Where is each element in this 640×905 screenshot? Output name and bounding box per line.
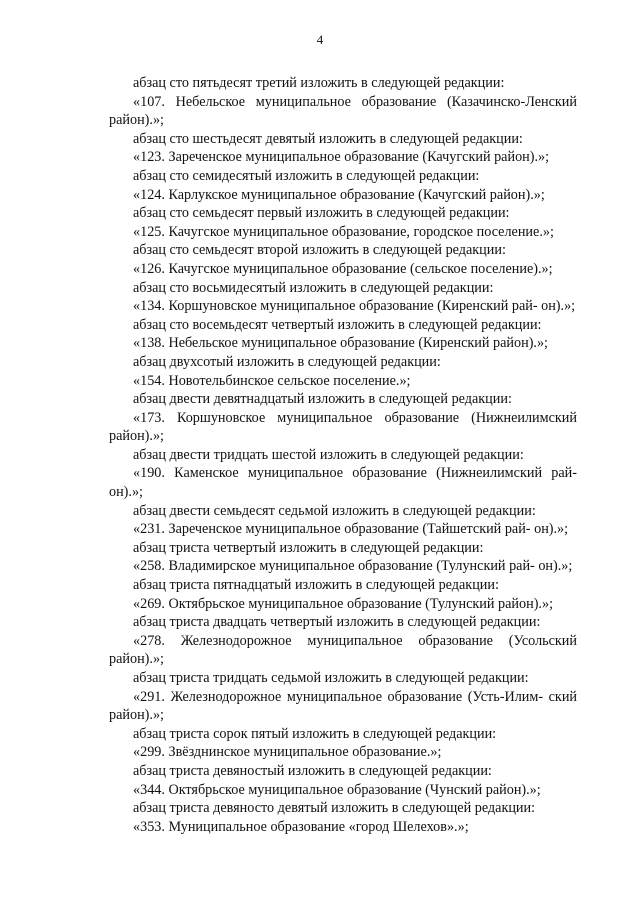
text-line: «126. Качугское муниципальное образование (сельское поселение).»; bbox=[133, 260, 553, 277]
text-line: абзац триста сорок пятый изложить в следующей редакции: bbox=[133, 725, 497, 742]
text-line: «269. Октябрьское муниципальное образование (Тулунский район).»; bbox=[133, 595, 554, 612]
text-line: «123. Зареченское муниципальное образование (Качугский район).»; bbox=[133, 149, 550, 166]
text-paragraph: «258. Владимирское муниципальное образование (Тулунский рай- он).»; bbox=[133, 558, 573, 575]
text-line: абзац двести семьдесят седьмой изложить в следующей редакции: bbox=[133, 502, 536, 519]
text-line: «125. Качугское муниципальное образование, городское поселение.»; bbox=[133, 223, 554, 240]
text-paragraph: «134. Коршуновское муниципальное образование (Киренский рай- он).»; bbox=[133, 298, 576, 315]
page-number: 4 bbox=[316, 32, 324, 47]
text-line: абзац сто восьмидесятый изложить в следующей редакции: bbox=[133, 279, 494, 296]
text-line: «124. Карлукское муниципальное образование (Качугский район).»; bbox=[133, 186, 545, 203]
text-paragraph: «231. Зареченское муниципальное образование (Тайшетский рай- он).»; bbox=[133, 521, 569, 538]
text-line: абзац сто восемьдесят четвертый изложить в следующей редакции: bbox=[133, 316, 542, 333]
text-line: абзац сто семидесятый изложить в следующей редакции: bbox=[133, 167, 480, 184]
text-line: абзац триста девяностый изложить в следующей редакции: bbox=[133, 762, 492, 779]
text-line: «299. Звёзднинское муниципальное образование.»; bbox=[133, 744, 442, 761]
text-line: абзац триста пятнадцатый изложить в следующей редакции: bbox=[133, 577, 499, 594]
text-line: абзац сто пятьдесят третий изложить в следующей редакции: bbox=[133, 75, 505, 91]
text-line: абзац сто семьдесят второй изложить в следующей редакции: bbox=[133, 242, 506, 259]
text-line: «154. Новотельбинское сельское поселение.»; bbox=[133, 372, 411, 389]
text-paragraph: «291. Железнодорожное муниципальное образование (Усть-Илим- ский район).»; bbox=[109, 688, 577, 724]
text-line: абзац сто семьдесят первый изложить в следующей редакции: bbox=[133, 205, 510, 222]
text-paragraph: «190. Каменское муниципальное образование (Нижнеилимский рай- он).»; bbox=[109, 465, 577, 501]
text-line: абзац двести девятнадцатый изложить в следующей редакции: bbox=[133, 391, 512, 408]
text-paragraph: «278. Железнодорожное муниципальное образование (Усольский район).»; bbox=[109, 632, 577, 668]
text-line: абзац триста двадцать четвертый изложить в следующей редакции: bbox=[133, 614, 541, 631]
text-line: абзац двухсотый изложить в следующей редакции: bbox=[133, 353, 441, 370]
document-body bbox=[109, 74, 577, 836]
text-line: «344. Октябрьское муниципальное образование (Чунский район).»; bbox=[133, 781, 541, 798]
text-paragraph: «173. Коршуновское муниципальное образование (Нижнеилимский район).»; bbox=[109, 409, 577, 445]
text-line: «353. Муниципальное образование «город Шелехов».»; bbox=[133, 818, 469, 835]
text-line: абзац сто шестьдесят девятый изложить в следующей редакции: bbox=[133, 130, 523, 147]
text-line: абзац триста четвертый изложить в следующей редакции: bbox=[133, 539, 484, 556]
text-line: «138. Небельское муниципальное образование (Киренский район).»; bbox=[133, 335, 548, 352]
text-line: абзац триста девяносто девятый изложить в следующей редакции: bbox=[133, 800, 536, 817]
text-paragraph: «107. Небельское муниципальное образование (Казачинско-Ленский район).»; bbox=[109, 93, 577, 129]
text-line: абзац двести тридцать шестой изложить в следующей редакции: bbox=[133, 446, 524, 463]
text-line: абзац триста тридцать седьмой изложить в следующей редакции: bbox=[133, 670, 529, 686]
